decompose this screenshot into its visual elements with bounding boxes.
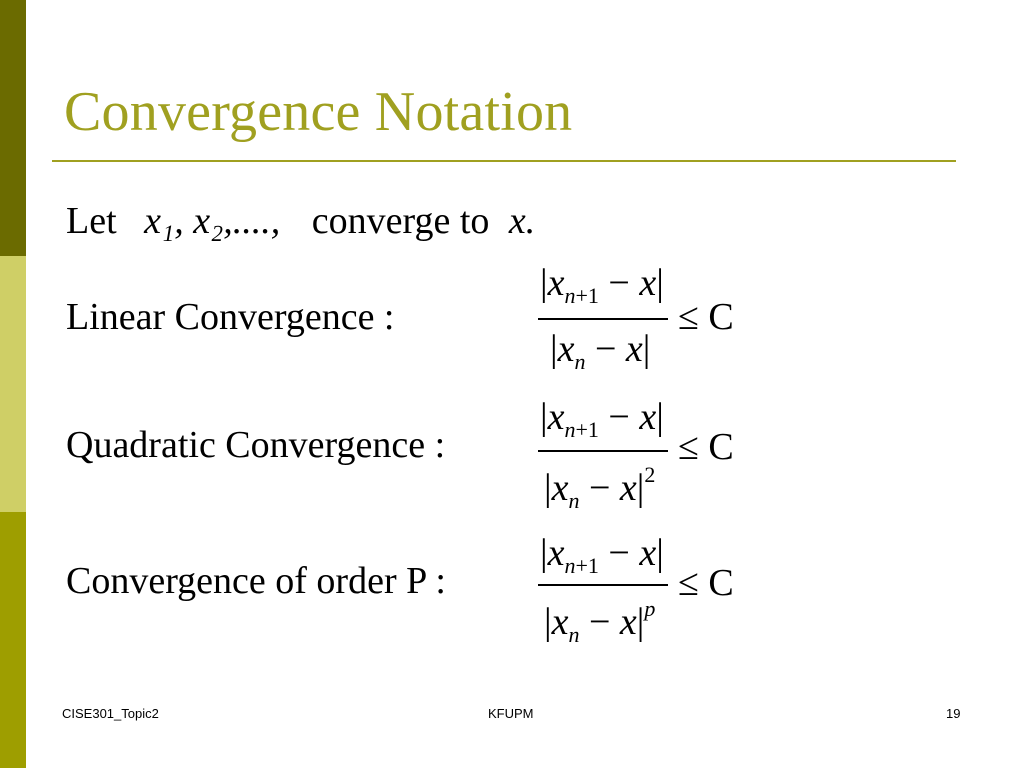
quadratic-rhs: ≤ C: [678, 426, 734, 468]
linear-numerator: $|x_{n+1} - x|$: [540, 262, 664, 308]
intro-variable: x.: [508, 200, 536, 242]
linear-label: Linear Convergence :: [66, 296, 395, 338]
linear-rhs: ≤ C: [678, 296, 734, 338]
linear-denominator: $|x_n - x|$: [550, 328, 651, 374]
order-p-label-text: Convergence of order P :: [66, 560, 446, 602]
quadratic-fraction-bar: [538, 450, 668, 452]
order-p-exponent: p: [644, 596, 656, 621]
title-divider: [52, 160, 956, 162]
quadratic-denominator: $|x_n - x|^2$: [544, 462, 656, 513]
intro-tail: converge to: [311, 200, 490, 242]
sidebar-block-mid: [0, 512, 26, 768]
quadratic-exponent: 2: [644, 462, 656, 487]
order-p-label: [66, 562, 446, 600]
order-p-denominator: $|x_n - x|^p$: [544, 596, 656, 647]
intro-line: [66, 202, 535, 240]
quadratic-fraction: [536, 392, 766, 512]
sidebar-block-light: [0, 256, 26, 512]
order-p-fraction-bar: [538, 584, 668, 586]
linear-fraction: [536, 258, 766, 378]
linear-fraction-bar: [538, 318, 668, 320]
intro-sequence: x₁, x₂,....,: [144, 200, 281, 242]
sidebar-decoration: [0, 0, 26, 768]
footer-course: CISE301_Topic2: [62, 706, 159, 721]
footer-page-number: 19: [946, 706, 961, 721]
sidebar-block-dark: [0, 0, 26, 256]
order-p-numerator: $|x_{n+1} - x|$: [540, 532, 664, 578]
order-p-fraction: [536, 528, 766, 648]
quadratic-numerator: $|x_{n+1} - x|$: [540, 396, 664, 442]
slide-title: Convergence Notation: [64, 81, 573, 143]
footer-institution: KFUPM: [488, 706, 534, 721]
order-p-rhs: ≤ C: [678, 562, 734, 604]
quadratic-label: Quadratic Convergence :: [66, 424, 446, 466]
intro-lead: Let: [66, 200, 117, 242]
